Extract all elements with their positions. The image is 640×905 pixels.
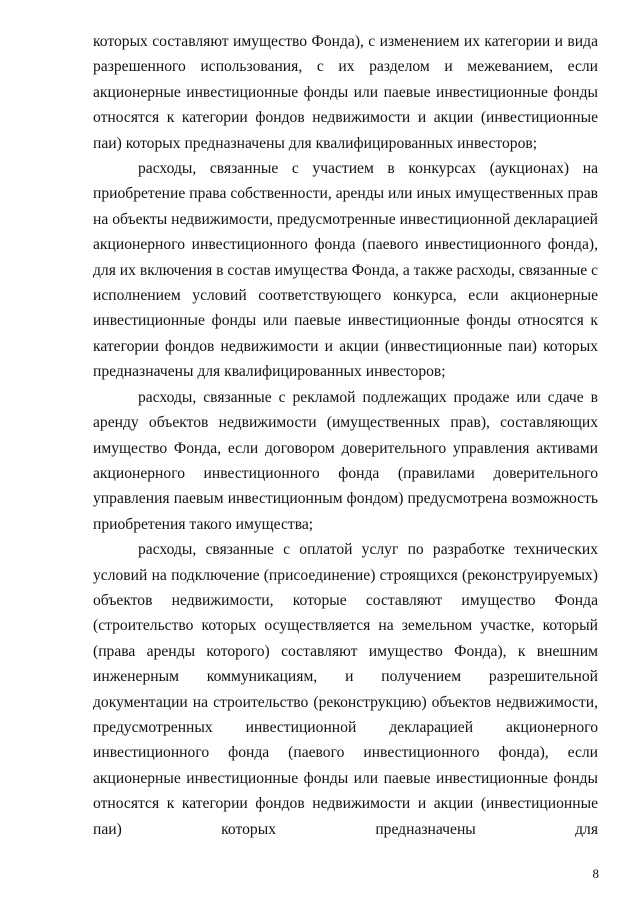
document-body <box>93 29 598 842</box>
page-number: 8 <box>592 866 599 881</box>
paragraph-technical-conditions-expenses: расходы, связанные с оплатой услуг по разработке технических условий на подключение (присоединение) строящихся (реконструируемых) объектов недвижимости, которые составляют имущество Фонда (строительство которых осуществляется на земельном участке, который (права аренды которого) составляют имущество Фонда), к внешним инженерным коммуникациям, и получением разрешительной документации на строительство (реконструкцию) объектов недвижимости, предусмотренных инвестиционной декларацией акционерного инвестиционного фонда (паевого инвестиционного фонда), если акционерные инвестиционные фонды или паевые инвестиционные фонды относятся к категории фондов недвижимости и акции (инвестиционные паи) которых предназначены для <box>93 541 598 838</box>
paragraph-auction-expenses: расходы, связанные с участием в конкурсах (аукционах) на приобретение права собственности, аренды или иных имущественных прав на объекты недвижимости, предусмотренные инвестиционной декларацией акционерного инвестиционного фонда (паевого инвестиционного фонда), для их включения в состав имущества Фонда, а также расходы, связанные с исполнением условий соответствующего конкурса, если акционерные инвестиционные фонды или паевые инвестиционные фонды относятся к категории фондов недвижимости и акции (инвестиционные паи) которых предназначены для квалифицированных инвесторов; <box>93 160 598 381</box>
paragraph-advertising-expenses: расходы, связанные с рекламой подлежащих продаже или сдаче в аренду объектов недвижимости (имущественных прав), составляющих имущество Фонда, если договором доверительного управления активами акционерного инвестиционного фонда (правилами доверительного управления паевым инвестиционным фондом) предусмотрена возможность приобретения такого имущества; <box>93 388 598 533</box>
paragraph-continuation: которых составляют имущество Фонда), с изменением их категории и вида разрешенного использования, с их разделом и межеванием, если акционерные инвестиционные фонды или паевые инвестиционные фонды относятся к категории фондов недвижимости и акции (инвестиционные паи) которых предназначены для квалифицированных инвесторов; <box>93 33 598 152</box>
